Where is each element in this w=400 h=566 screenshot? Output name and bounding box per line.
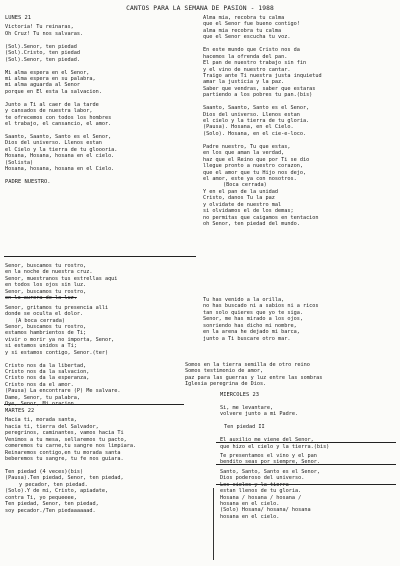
song-line: Dios poderoso del universo. [220,475,305,482]
song-line: Cristo, danos Tu la paz [203,195,275,202]
right-bottom-section [220,392,398,520]
song-line: vivir o morir ya no importa, Senor, [5,336,115,343]
song-line: el cielo y la tierra de tu gloria. [203,118,310,124]
song-line: Somos testimonio de amor, [185,368,264,375]
song-line: Dame, Senor, tu palabra, [5,394,80,401]
song-line: Traigo ante Ti nuestra justa inquietud [203,72,322,79]
song-line: Los cielos y la tierra [220,481,289,488]
song-line: Iglesia peregrina de Dios. [185,381,267,388]
song-line: Senor, muestranos tus estrellas aqui [5,275,118,282]
song-line: Junto a Ti al caer de la tarde [5,101,99,108]
song-line: (Sol).Cristo, ten piedad [5,50,80,57]
song-line: Saber que vendras, saber que estaras [203,85,316,92]
song-line: partiendo a los pobres tu pan.(bis) [203,92,313,99]
song-line: en la noche de nuestra cruz. [5,269,93,276]
song-line: Somos en la tierra semilla de otro reino [185,362,310,368]
song-line: contra Ti, yo pequeeee, [5,494,77,501]
song-line: y el vino de nuestro cantar. [203,66,291,73]
day-heading-wednesday: MIERCOLES 23 [220,392,259,398]
song-line: Senor, me has mirado a los ojos, [203,316,303,323]
song-line: te ofrecemos con todos los hombres [5,114,112,121]
song-line: (Solista) [5,159,34,166]
song-line: Ten piedad II [224,424,265,431]
day-heading-tuesday: MARTES 22 [5,408,35,414]
song-line: que el Senor escucha tu voz. [203,34,291,41]
song-line: (Pausa). Hosana, en el Cielo. [203,124,294,131]
center-verse-section [185,362,397,388]
song-line: en los que aman la verdad, [203,150,285,157]
song-line: Saanto, Saanto, Santo es el Senor, [203,105,310,112]
song-line: Santo, Santo, Santo es el Senor, [220,468,320,475]
song-line: (Solo) Hosana/ hosana/ hosana [220,507,311,514]
song-line: Cristo nos da la libertad, [5,362,87,369]
song-line: soy pecador./Ten piedaaaaaad. [5,507,96,514]
song-line: Te presentamos el vino y el pan [220,452,317,459]
left-bottom-section [5,408,200,514]
song-line: Hosana, hosana, hosana en el Cielo. [5,166,115,173]
song-line: el Cielo y la tierra de tu gloooria. [5,146,118,153]
song-line: oh Senor, ten piedad del mundo. [203,221,300,227]
song-line: (Boca cerrada) [223,182,267,189]
song-line: alma mia recobra tu calma [203,27,282,34]
song-line: (Pausa) La encontrare (P) Me salvare. [5,388,121,395]
song-line: el trabajo, el cansancio, el amor. [5,121,112,127]
song-line: donde se oculta el dolor. [5,311,84,318]
song-line: porque en El esta la salvacion. [5,88,102,95]
song-line: Dios del universo. Llenos estan [5,140,102,147]
song-line: Saanto, Saanto, Santo es el Senor, [5,133,112,140]
song-line: (Solo). Hosana, en el cie-e-loco. [203,130,307,137]
song-line: Hacia ti, morada santa, [5,417,77,424]
page-title: CANTOS PARA LA SEMANA DE PASION - 1988 [126,5,274,12]
song-line: En este mundo que Cristo nos da [203,47,300,54]
column-rule [213,488,214,560]
song-line: Oh Cruz! Tu nos salvaras. [5,30,84,37]
section-divider [216,484,396,485]
song-line: hosana en el cielo. [220,513,280,520]
song-line: Alma mia, recobra tu calma [203,15,285,21]
song-line: Victoria! Tu reinaras, [5,24,74,31]
song-line: en la arena he dejado mi barca, [203,329,300,336]
song-line: beberemos tu sangre, tu fe nos guiara. [5,456,124,463]
song-line: y olvidate de nuestro mal [203,201,282,208]
song-line: peregrinos, caminantes, vamos hacia Ti [5,430,124,437]
song-line: Cristo nos da la esperanza, [5,375,90,382]
song-line: Cristo nos da la salvacion, [5,369,90,375]
song-line: (Sol).Senor, ten piedad. [5,56,80,63]
song-line: volvere junto a mi Padre. [220,411,299,418]
song-line: y cansados de nuestra labor, [5,108,93,115]
song-line: no has buscado ni a sabios ni a ricos [203,303,319,310]
song-line: el amor, este ya con nosotros. [203,175,297,182]
left-top-section [5,15,195,185]
left-middle-section [5,263,195,408]
song-line: que el amor que tu Hijo nos dejo, [203,169,307,176]
song-line: amar la justicia y la paz. [203,79,285,86]
song-line: paz para las guerras y luz entre las sombras [185,374,323,381]
song-line: junto a Ti buscare otro mar. [203,335,291,342]
song-line: no permitas que caigamos en tentacion [203,214,319,221]
song-line: Senor, gritamos tu presencia alli [5,304,109,311]
song-line: mi alma aguarda al Senor [5,82,80,89]
song-line: El pan de nuestro trabajo sin fin [203,60,307,67]
section-divider [216,442,396,443]
song-line: Oye, Senor, Mi oracion. [5,401,77,408]
song-line: sonriendo has dicho mi nombre, [203,322,297,329]
song-line: (A boca cerrada) [15,317,65,324]
song-line: Padre nuestro, Tu que estas, [203,143,291,150]
song-line: y si estamos contigo, Senor.(ter) [5,349,109,356]
song-line: comeremos tu carne,tu sangre nos limpiara. [5,443,137,450]
section-divider [216,464,396,465]
song-line: hacia ti, tierra del Salvador, [5,423,99,430]
song-line: Ten piedad (4 veces)(bis) [5,468,84,475]
section-divider [4,404,184,405]
song-line: Hosana, Hosana, hosana en el cielo. [5,153,115,160]
song-line: Senor, buscamos tu rostro, [5,263,87,269]
song-line: Senor, buscamos tu rostro, [5,323,87,330]
song-line: Ten piedad, Senor, ten piedad, [5,501,99,508]
song-line: y pecador, ten piedad. [19,481,88,488]
song-line: hosana en el cielo. [220,501,280,507]
song-line: Dios del universo. Llenos estan [203,111,300,118]
song-line: El auxilio me viene del Senor, [220,437,314,444]
song-line: mi alma espera en su palabra, [5,75,96,82]
song-line: hacemos la ofrenda del pan. [203,53,288,60]
section-heading-padre-nuestro: PADRE NUESTRO. [5,178,51,185]
section-divider [4,256,196,257]
song-line: Senor, buscamos tu rostro, [5,288,87,295]
right-middle-section [203,297,398,342]
song-line: en todos los ojos sin luz. [5,282,87,289]
song-line: Mi alma espera en el Senor, [5,69,90,76]
song-line: Reinaremos contigo,en tu morada santa [5,449,121,456]
song-line: Y en el pan de la unidad [203,188,278,195]
song-line: estamos hambrientos de Ti; [5,330,87,337]
song-line: llegue pronto a nuestro corazon, [203,163,303,170]
song-line: tan solo quieres que yo te siga. [203,309,303,316]
song-line: que el Senor fue bueno contigo! [203,21,300,28]
song-line: (Solo).Y de mi, Cristo, apiadate, [5,488,109,495]
song-line: Cristo nos da el amor. [5,381,74,388]
song-line: Si, me levantare, [220,404,274,411]
song-line: bendito seas por siempre, Senor. [220,459,320,466]
day-heading-monday: LUNES 21 [5,15,31,21]
song-line: (Sol).Senor, ten piedad [5,43,77,50]
song-line: Tu has venido a la orilla, [203,297,285,303]
song-line: si olvidamos el de los demas; [203,208,294,215]
song-line: si estamos unidos a Ti; [5,343,77,350]
song-line: estan llenos de tu gloria. [220,488,302,495]
song-line: Hosana / hosana / hosana / [220,494,302,501]
song-line: Venimos a tu mesa, sellaremos tu pacto, [5,436,127,443]
song-line: haz que el Reino que por Ti se dio [203,156,310,163]
song-line: (Pausa).Ten piedad, Senor, ten piedad, [5,475,124,482]
right-top-section [203,15,398,227]
song-line: en la aurora de la luz. [5,295,77,302]
song-line: que hizo el cielo y la tierra.(bis) [220,443,330,450]
